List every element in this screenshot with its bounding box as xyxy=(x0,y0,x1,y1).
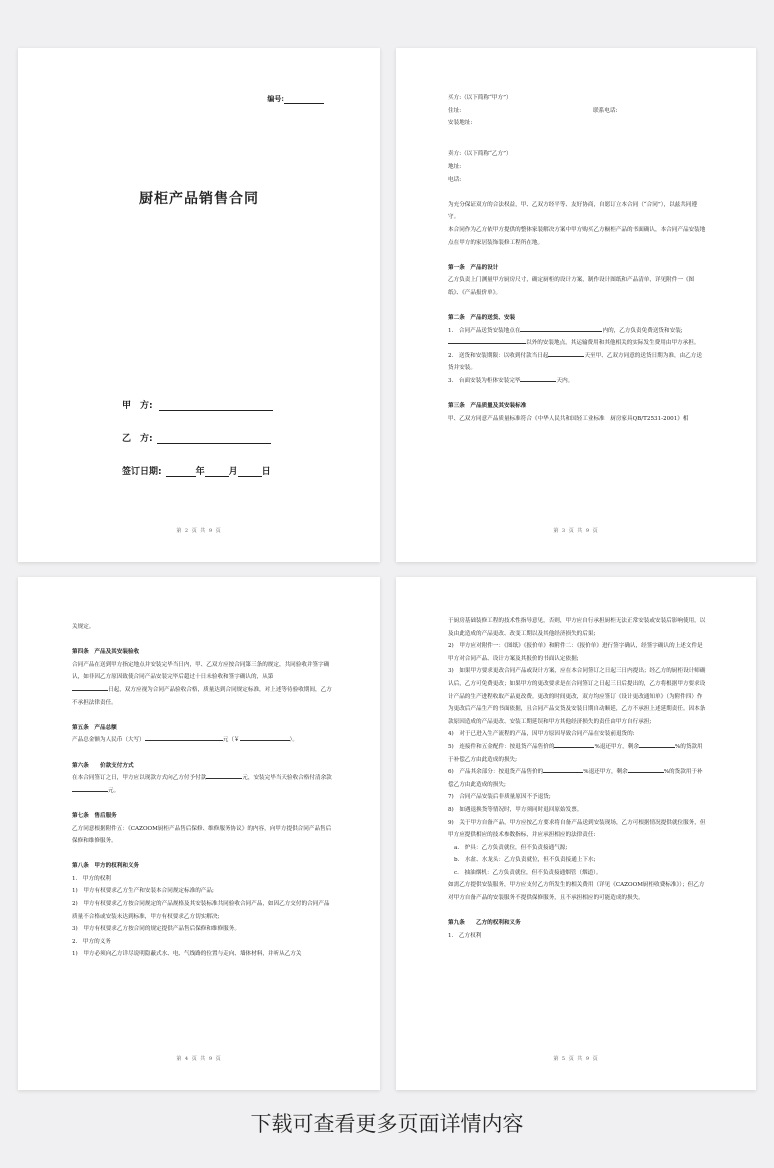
section-heading: 第一条 产品的设计 xyxy=(448,264,499,271)
contract-page-4 xyxy=(18,577,380,1090)
sign-date-line: 签订日期: 年 月 日 xyxy=(122,467,271,477)
page-footer: 第 2 页 共 9 页 xyxy=(176,528,222,534)
download-caption: 下载可查看更多页面详情内容 xyxy=(250,1112,524,1136)
page-footer: 第 4 页 共 9 页 xyxy=(176,1056,222,1062)
section-heading: 第五条 产品总额 xyxy=(72,724,117,731)
page-body: 关规定。 第四条 产品及其安装验收 合同产品在送到甲方指定地点并安装完毕当日内，甲、乙双方应按合同第三条的规定，共同验收并签字确认，如非因乙方原因致使合同产品安装完毕后超过十日未验收和签字确认的，从第 日起，双方应视为合同产品验收合格，质量达到合同规定标准，对上述等待验收期间，乙方不承担法律责任。 第五条 产品总额 产品总金额为人民币（大写） 元（￥ ）。 第六条 价款支付方式 在本合同签订之日，甲方应以现款方式向乙方付予付款 元，安装完毕当天验收合格付清余款元。 第七条 售后服务 乙方同意根据附件五：《CAZOOM厨柜产品售后保修、维修服务协议》的内容，向甲方提供合同产品售后保修和维修服务。 第八条 甲方的权利和义务 1. 甲方的权利 1) 甲方有权要求乙方生产和安装本合同规定标准的产品; 2) 甲方有权要求乙方按合同规定的产品规格及其安装标准共同验收合同产品，如因乙方交付的合同产品质量不合格或安装未达到标准，甲方有权要求乙方切实解决; 3) 甲方有权要求乙方按合同的规定提供产品售后保修和维修服务。 2. 甲方的义务 1) 甲方必须向乙方详尽说明隐蔽式水、电、气线路的位置与走向、墙体材料，并听从乙方关 xyxy=(72,624,332,958)
section-heading: 第四条 产品及其安装验收 xyxy=(72,649,140,656)
section-heading: 第三条 产品质量及其安装标准 xyxy=(448,403,527,410)
section-heading: 第六条 价款支付方式 xyxy=(72,762,134,769)
cover-page xyxy=(18,48,380,562)
page-footer: 第 3 页 共 9 页 xyxy=(553,528,599,534)
party-a-line: 甲 方: xyxy=(122,398,273,411)
party-b-line: 乙 方: xyxy=(122,431,271,444)
number-blank xyxy=(284,96,324,104)
contract-page-3 xyxy=(396,48,756,562)
contract-page-5 xyxy=(396,577,756,1090)
section-heading: 第八条 甲方的权利和义务 xyxy=(72,863,140,870)
page-footer: 第 5 页 共 9 页 xyxy=(553,1056,599,1062)
page-body: 买方:（以下简称“甲方”） 住址: 联系电话: 安装地址: 卖方:（以下简称“乙方”） 地址: 电话: 为充分保证双方的合法权益，甲、乙双方经平等、友好协商，自愿订立本合同（“合同”），以兹共同遵守。 本合同作为乙方依甲方提供的整体家装解决方案中甲方购买乙方橱柜产品的书面确认，本合同产品安装地点在甲方的家居装饰装修工程所在地。 第一条 产品的设计 乙方负责上门测量甲方厨房尺寸，确定厨柜的设计方案，制作设计图纸和产品清单，详见附件一《图纸》、《产品报价单》。 第二条 产品的送货、安装 1. 合同产品送货安装地点在 内的，乙方负责免费送货和安装; 以外的安装地点，其运输费用和其他相关的实际发生费用由甲方承担。 2. 送货和安装期限：以收到付款当日起 天至甲、乙双方同意的送货日期为准，由乙方送货并安装。 3. 台面安装为柜体安装完毕 天内。 第三条 产品质量及其安装标准 甲、乙双方同意产品质量标准符合《中华人民共和国轻工业标准 厨房家具QB/T2531-2001》相 xyxy=(448,95,706,422)
page-body: 于厨房基础装修工程的技术性指导意见，否则，甲方应自行承担厨柜无法正常安装或安装后影响使用，以及由此造成的产品更改、改变工期以及其他经济损失的后果; 2) 甲方应对附件一：《图纸》《报价单》和附件二：《报价单》进行签字确认，经签字确认的上述文件是甲方对合同产品、设计方案及其报价的书面认定依据; 3) 如果甲方要求更改合同产品或设计方案，应在本合同签订之日起三日内提出；经乙方的厨柜设计师确认后，乙方可免费更改；如果甲方的更改要求是在合同签订之日起三日后提出的，乙方将根据甲方要求设计产品的生产进程收取产品更改费。更改的时间更改，双方均应签订《设计更改通知单》（为附件四）作为更改后产品生产的书面依据，且合同产品交货及安装日期自动顺延，乙方不承担上述延期责任。因本条款原因造成的产品更改、安装工期延误和甲方其他经济损失的责任由甲方自行承担; 4) 对于已进入生产流程的产品，因甲方原因导致合同产品在安装前退货的: 5) 连接件和五金配件：按退货产品售价的 %退还甲方，剩余 %的货款用于补偿乙方由此造成的损失; 6) 产品其余部分：按退货产品售价的 %退还甲方，剩余 %的货款用于补偿乙方由此造成的损失; 7) 合同产品安装后非质量原因不予退货; 8) 如遇退换货等情况时，甲方须同时退回原始发票。 9) 关于甲方自备产品，甲方应按乙方要求将自备产品送到安装现场，乙方可根据情况提供就位服务，但甲方应提供相应的技术参数指标，并应承担相应的法律责任: a. 炉具：乙方负责就位，但不负责接通气源; b. 水盆、水龙头：乙方负责就位，但不负责接通上下水; c. 抽油烟机：乙方负责就位，但不负责接通烟管（烟道）。 如需乙方提供安装服务，甲方应支付乙方所发生的相关费用（详见《CAZOOM厨柜收费标准》）；但乙方对甲方自备产品的安装服务不提供保修服务，且不承担相应的可能造成的损失。 第九条 乙方的权利和义务 1. 乙方权利 xyxy=(448,615,708,942)
section-heading: 第九条 乙方的权利和义务 xyxy=(448,920,521,927)
contract-number: 编号: xyxy=(267,94,324,104)
section-heading: 第二条 产品的送货、安装 xyxy=(448,315,516,322)
contract-title: 厨柜产品销售合同 xyxy=(139,191,259,207)
section-heading: 第七条 售后服务 xyxy=(72,812,117,819)
